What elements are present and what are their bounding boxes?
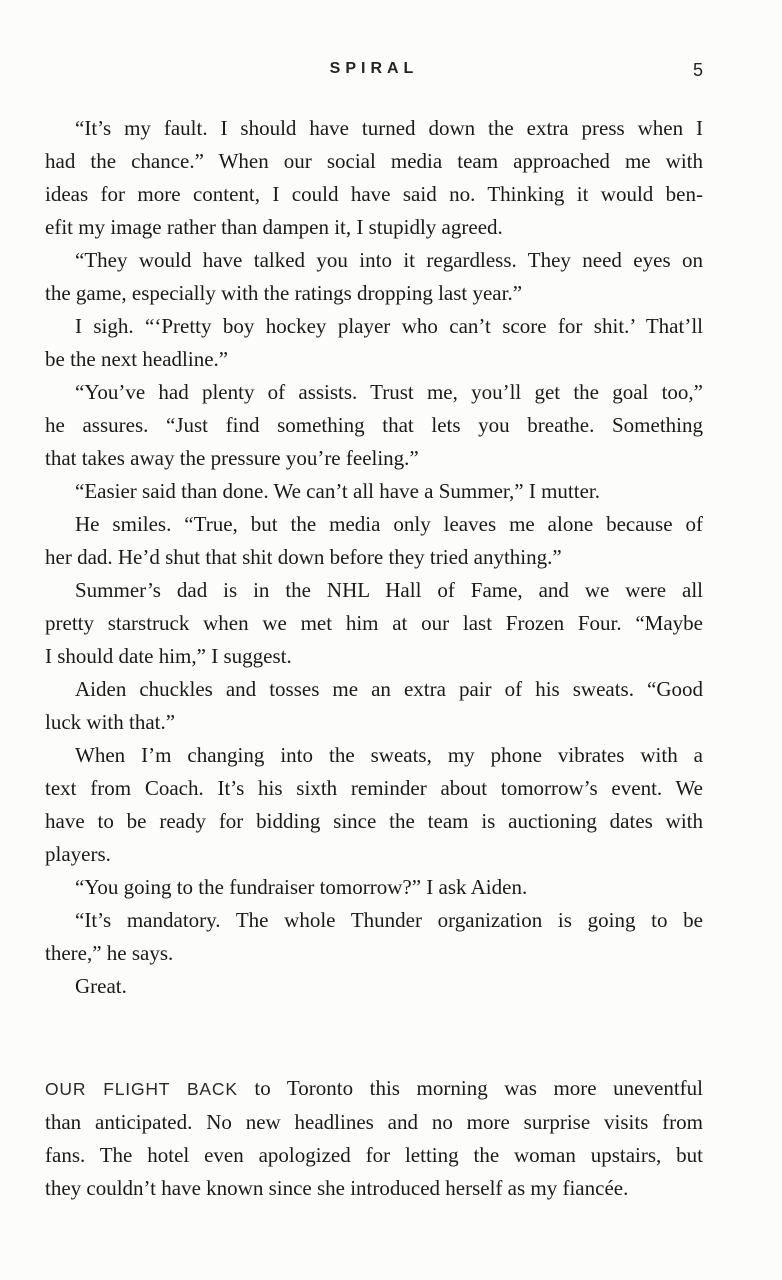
- text-line: pretty starstruck when we met him at our last Frozen Four. “Maybe: [45, 611, 703, 635]
- paragraph: [45, 739, 703, 871]
- paragraph: [45, 376, 703, 475]
- text-line: he assures. “Just find something that lets you breathe. Something: [45, 413, 703, 437]
- text-line: “They would have talked you into it regardless. They need eyes on: [75, 248, 703, 272]
- text-line: [45, 1072, 703, 1106]
- text-line: luck with that.”: [45, 710, 176, 734]
- text-line-rest: to Toronto this morning was more uneventful: [254, 1076, 703, 1100]
- text-line: “It’s mandatory. The whole Thunder organization is going to be: [75, 908, 703, 932]
- text-line: had the chance.” When our social media team approached me with: [45, 149, 703, 173]
- paragraph: [45, 904, 703, 970]
- text-line: Great.: [75, 974, 127, 998]
- running-title: SPIRAL: [329, 60, 419, 77]
- text-line: Aiden chuckles and tosses me an extra pair of his sweats. “Good: [75, 677, 703, 701]
- text-line: I sigh. “‘Pretty boy hockey player who can’t score for shit.’ That’ll: [75, 314, 703, 338]
- text-line: fans. The hotel even apologized for letting the woman upstairs, but: [45, 1143, 703, 1167]
- text-line: When I’m changing into the sweats, my phone vibrates with a: [75, 743, 703, 767]
- paragraph: [45, 1072, 703, 1205]
- text-line: text from Coach. It’s his sixth reminder about tomorrow’s event. We: [45, 776, 703, 800]
- paragraph: [45, 475, 703, 508]
- text-line: they couldn’t have known since she introduced herself as my fiancée.: [45, 1176, 629, 1200]
- paragraph: [45, 673, 703, 739]
- text-line: there,” he says.: [45, 941, 174, 965]
- text-line: “It’s my fault. I should have turned down the extra press when I: [75, 116, 703, 140]
- text-line: I should date him,” I suggest.: [45, 644, 292, 668]
- text-line: “You going to the fundraiser tomorrow?” I ask Aiden.: [75, 875, 528, 899]
- text-line: He smiles. “True, but the media only leaves me alone because of: [75, 512, 703, 536]
- paragraph: [45, 871, 703, 904]
- text-line: “Easier said than done. We can’t all have a Summer,” I mutter.: [75, 479, 601, 503]
- text-line: players.: [45, 842, 111, 866]
- paragraph: [45, 310, 703, 376]
- text-line: Summer’s dad is in the NHL Hall of Fame, and we were all: [75, 578, 703, 602]
- paragraph: [45, 970, 703, 1003]
- text-line: that takes away the pressure you’re feeling.”: [45, 446, 419, 470]
- paragraph: [45, 112, 703, 244]
- text-line: the game, especially with the ratings dropping last year.”: [45, 281, 523, 305]
- paragraph: [45, 574, 703, 673]
- text-line: her dad. He’d shut that shit down before they tried anything.”: [45, 545, 562, 569]
- paragraph: [45, 508, 703, 574]
- text-line: ideas for more content, I could have said no. Thinking it would ben-: [45, 182, 703, 206]
- text-line: “You’ve had plenty of assists. Trust me, you’ll get the goal too,”: [75, 380, 703, 404]
- body-text: [45, 112, 703, 1205]
- page-header: [45, 60, 703, 82]
- text-line: than anticipated. No new headlines and no more surprise visits from: [45, 1110, 703, 1134]
- text-line: efit my image rather than dampen it, I stupidly agreed.: [45, 215, 503, 239]
- text-line: have to be ready for bidding since the team is auctioning dates with: [45, 809, 703, 833]
- paragraph: [45, 244, 703, 310]
- page-number: 5: [692, 60, 703, 80]
- text-line: be the next headline.”: [45, 347, 229, 371]
- section-lead-in: OUR FLIGHT BACK: [45, 1079, 238, 1099]
